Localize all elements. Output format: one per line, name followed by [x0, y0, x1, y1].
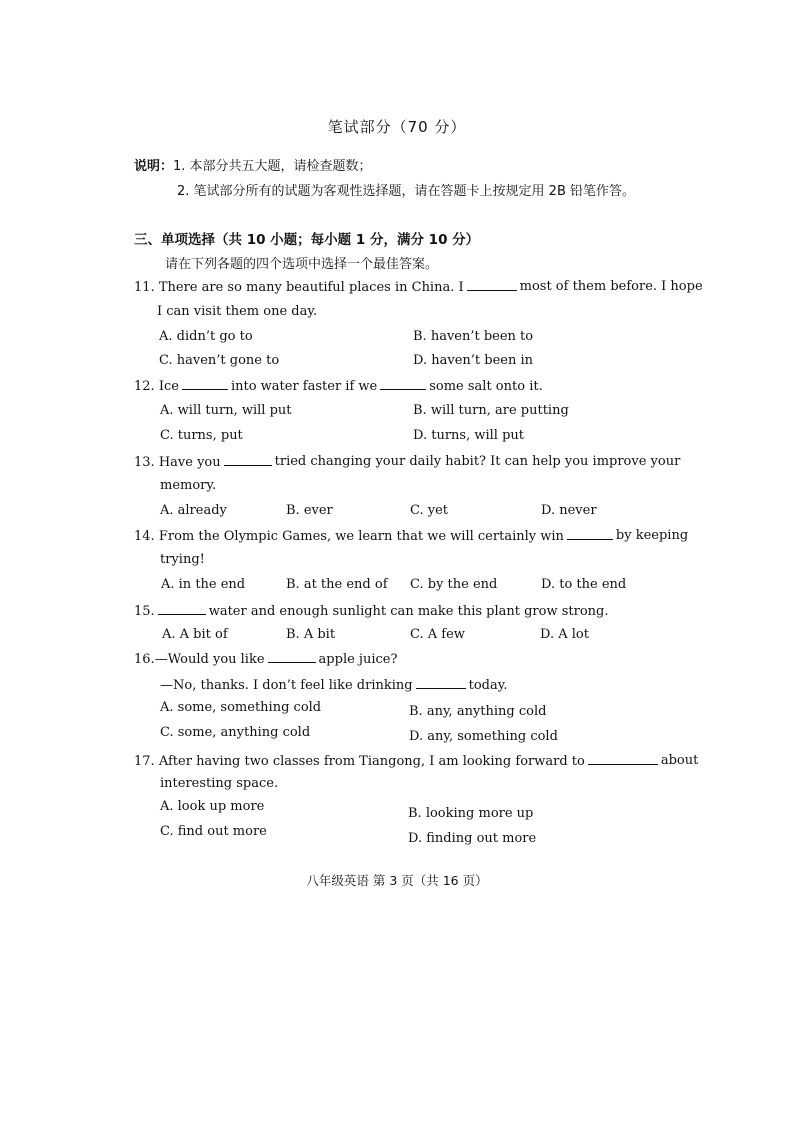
answer-blank — [268, 651, 316, 663]
question-number: 11. — [134, 280, 155, 295]
option-d[interactable]: D. finding out more — [408, 831, 537, 846]
answer-blank — [567, 528, 613, 540]
question-line — [134, 753, 699, 769]
note-item: 1. 本部分共五大题，请检查题数； — [173, 159, 372, 174]
question-text: some salt onto it. — [429, 379, 543, 394]
question-text: memory. — [160, 478, 217, 493]
option-a[interactable]: A. will turn, will put — [160, 403, 292, 418]
question-text: After having two classes from Tiangong, I am looking forward to — [158, 754, 585, 769]
question-15 — [134, 603, 609, 619]
option-b[interactable]: B. will turn, are putting — [413, 403, 569, 418]
question-number: 12. — [134, 379, 155, 394]
answer-blank — [224, 454, 272, 466]
option-a[interactable]: A. in the end — [161, 577, 246, 592]
option-d[interactable]: D. to the end — [541, 577, 627, 592]
question-number: 17. — [134, 754, 155, 769]
notes-row-1 — [134, 155, 372, 174]
option-b[interactable]: B. A bit — [286, 627, 336, 642]
question-text: There are so many beautiful places in China. I — [158, 280, 464, 295]
option-d[interactable]: D. never — [541, 503, 597, 518]
question-text: tried changing your daily habit? It can help you improve your — [274, 454, 681, 469]
answer-blank — [158, 603, 206, 615]
question-line — [134, 454, 681, 470]
section-instruction: 请在下列各题的四个选项中选择一个最佳答案。 — [165, 257, 439, 272]
option-a[interactable]: A. already — [160, 503, 227, 518]
option-c[interactable]: C. A few — [410, 627, 465, 642]
option-a[interactable]: A. some, something cold — [160, 700, 322, 715]
question-14 — [134, 528, 689, 544]
question-text: water and enough sunlight can make this plant grow strong. — [208, 604, 609, 619]
answer-blank — [416, 677, 466, 689]
question-line — [160, 677, 507, 693]
option-b[interactable]: B. at the end of — [286, 577, 388, 592]
notes-row-2 — [177, 180, 635, 199]
question-text: about — [660, 753, 699, 768]
option-d[interactable]: D. haven’t been in — [413, 353, 533, 368]
notes-label: 说明： — [134, 159, 174, 174]
option-c[interactable]: C. some, anything cold — [160, 725, 311, 740]
question-line — [134, 528, 689, 544]
question-text: I can visit them one day. — [157, 304, 318, 319]
page-title: 笔试部分（70 分） — [327, 118, 467, 136]
question-number: 16. — [134, 652, 155, 667]
option-c[interactable]: C. turns, put — [160, 428, 243, 443]
option-c[interactable]: C. haven’t gone to — [159, 353, 280, 368]
option-c[interactable]: C. yet — [410, 503, 449, 518]
option-a[interactable]: A. didn’t go to — [159, 329, 253, 344]
question-line — [134, 279, 703, 295]
question-text: —No, thanks. I don’t feel like drinking — [160, 678, 413, 693]
option-a[interactable]: A. look up more — [160, 799, 265, 814]
question-17 — [134, 753, 699, 769]
question-11 — [134, 279, 703, 295]
option-d[interactable]: D. turns, will put — [413, 428, 524, 443]
answer-blank — [380, 378, 426, 390]
option-b[interactable]: B. ever — [286, 503, 333, 518]
page-footer: 八年级英语 第 3 页（共 16 页） — [306, 873, 488, 888]
option-b[interactable]: B. any, anything cold — [409, 704, 547, 719]
question-number: 15. — [134, 604, 155, 619]
question-text: Have you — [158, 455, 221, 470]
option-d[interactable]: D. A lot — [540, 627, 589, 642]
question-text: Ice — [158, 379, 179, 394]
option-c[interactable]: C. by the end — [410, 577, 498, 592]
answer-blank — [467, 279, 517, 291]
question-text: into water faster if we — [230, 379, 378, 394]
option-d[interactable]: D. any, something cold — [409, 729, 558, 744]
question-16 — [134, 651, 397, 667]
question-number: 13. — [134, 455, 155, 470]
answer-blank — [588, 753, 658, 765]
question-text: by keeping — [615, 528, 689, 543]
section-heading: 三、单项选择（共 10 小题；每小题 1 分，满分 10 分） — [134, 232, 480, 248]
question-text: From the Olympic Games, we learn that we will certainly win — [158, 529, 564, 544]
question-text: today. — [468, 678, 508, 693]
question-text: apple juice? — [318, 652, 398, 667]
option-b[interactable]: B. haven’t been to — [413, 329, 534, 344]
question-number: 14. — [134, 529, 155, 544]
option-a[interactable]: A. A bit of — [162, 627, 228, 642]
question-text: trying! — [160, 552, 205, 567]
answer-blank — [182, 378, 228, 390]
note-item: 2. 笔试部分所有的试题为客观性选择题，请在答题卡上按规定用 2B 铅笔作答。 — [177, 184, 635, 199]
question-text: —Would you like — [154, 652, 265, 667]
question-text: most of them before. I hope — [519, 279, 703, 294]
question-12 — [134, 378, 543, 394]
option-c[interactable]: C. find out more — [160, 824, 267, 839]
question-13 — [134, 454, 681, 470]
option-b[interactable]: B. looking more up — [408, 806, 534, 821]
question-text: interesting space. — [160, 776, 279, 791]
